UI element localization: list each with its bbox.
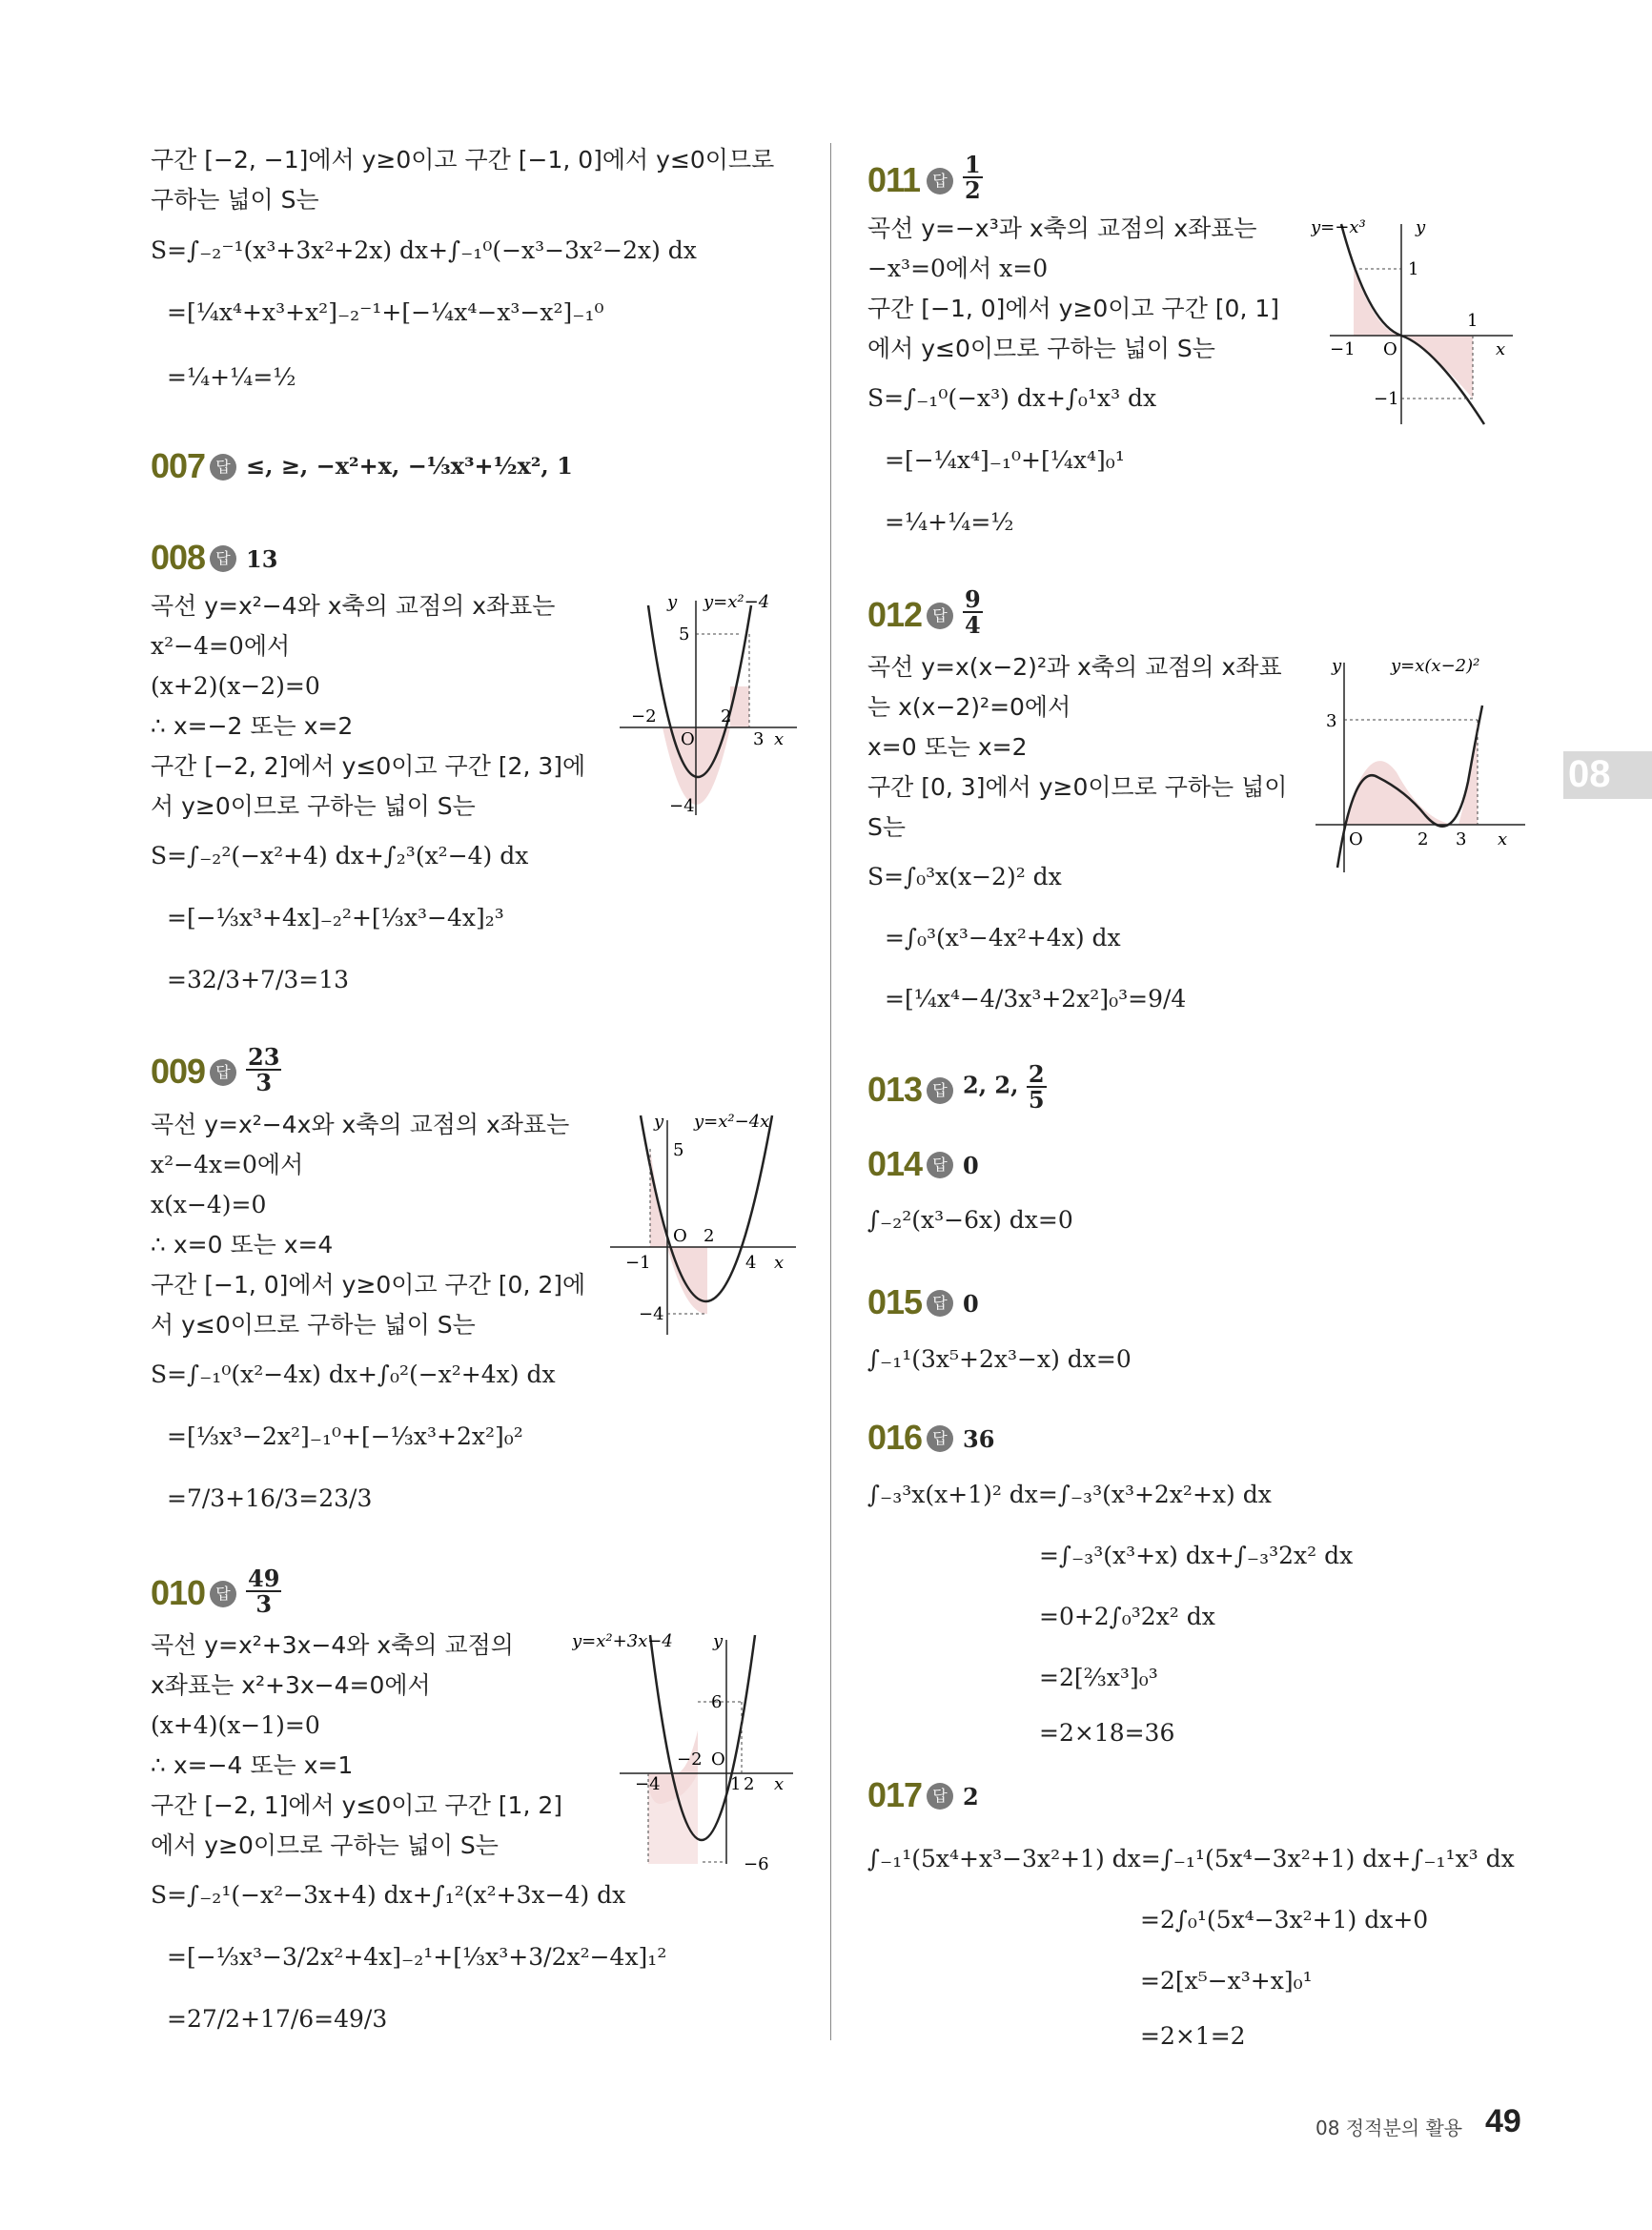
answer-badge: 답 [210, 1059, 236, 1086]
answer-badge: 답 [927, 1152, 953, 1178]
equation-line: =2×18=36 [1039, 1719, 1175, 1747]
answer: 0 [963, 1290, 979, 1318]
answer: 0 [963, 1152, 979, 1179]
answer: $\frac{1}{2}$ [965, 151, 981, 205]
equation-line: =¼+¼=½ [167, 363, 296, 391]
equation-line: =7/3+16/3=23/3 [167, 1484, 373, 1512]
shaded-region [730, 686, 749, 727]
text-line: 곡선 y=x(x−2)²과 x축의 교점의 x좌표 [867, 653, 1282, 681]
axis-label: x [774, 1253, 785, 1273]
graph-009 [601, 1106, 801, 1344]
equation-line: ∫₋₁¹(3x⁵+2x³−x) dx=0 [867, 1345, 1132, 1373]
answer-badge: 답 [927, 1783, 953, 1810]
text-line: 곡선 y=x²−4x와 x축의 교점의 x좌표는 [151, 1111, 570, 1138]
answer-badge: 답 [927, 1077, 953, 1104]
text-line: x²−4=0에서 [151, 632, 291, 660]
shaded-region [1354, 269, 1401, 336]
answer: 2, 2, $\frac{2}{5}$ [963, 1060, 1045, 1115]
equation-line: ∫₋₃³x(x+1)² dx=∫₋₃³(x³+2x²+x) dx [867, 1481, 1272, 1508]
text-line: 는 x(x−2)²=0에서 [867, 693, 1071, 721]
axis-label: y [667, 592, 678, 612]
axis-label: x [774, 1774, 785, 1794]
answer-badge: 답 [927, 1290, 953, 1317]
problem-number: 016 [867, 1418, 923, 1457]
equation-line: S=∫₋₂⁻¹(x³+3x²+2x) dx+∫₋₁⁰(−x³−3x²−2x) dx [151, 236, 697, 264]
equation-line: S=∫₋₁⁰(x²−4x) dx+∫₀²(−x²+4x) dx [151, 1361, 556, 1388]
shaded-region [650, 1149, 667, 1247]
answer-badge: 답 [927, 603, 953, 629]
text-line: ∴ x=−4 또는 x=1 [151, 1751, 354, 1779]
tick-label: −1 [1374, 389, 1399, 409]
axis-label: x [1496, 339, 1506, 359]
answer: 13 [246, 545, 278, 573]
tick-label: 5 [679, 624, 690, 644]
equation-line: =∫₋₃³(x³+x) dx+∫₋₃³2x² dx [1039, 1542, 1354, 1569]
tick-label: 1 [730, 1774, 742, 1794]
equation-line: =2[⅔x³]₀³ [1039, 1664, 1158, 1691]
tick-label: −2 [677, 1749, 703, 1770]
equation-line: =2×1=2 [1140, 2022, 1246, 2050]
text-line: 곡선 y=x²+3x−4와 x축의 교점의 [151, 1631, 514, 1659]
curve-label: y=x²+3x−4 [572, 1631, 673, 1651]
equation-line: =[−⅓x³+4x]₋₂²+[⅓x³−4x]₂³ [167, 904, 504, 931]
shaded-region [1401, 336, 1473, 399]
tick-label: 3 [1456, 829, 1467, 849]
tick-label: −6 [744, 1854, 769, 1874]
problem-number: 008 [151, 538, 206, 577]
text-line: 구간 [−1, 0]에서 y≥0이고 구간 [0, 1] [867, 295, 1280, 322]
equation-line: =2[x⁵−x³+x]₀¹ [1140, 1967, 1313, 1995]
text-line: 에서 y≤0이므로 구하는 넓이 S는 [867, 335, 1215, 362]
answer: 2 [963, 1783, 979, 1811]
equation-line: =0+2∫₀³2x² dx [1039, 1603, 1215, 1630]
graph-010 [572, 1626, 801, 1883]
axis-label: y [654, 1112, 664, 1132]
equation-line: =[−⅓x³−3/2x²+4x]₋₂¹+[⅓x³+3/2x²−4x]₁² [167, 1943, 667, 1971]
text-line: 서 y≤0이므로 구하는 넓이 S는 [151, 1311, 476, 1339]
problem-number: 013 [867, 1070, 923, 1109]
tick-label: 6 [711, 1692, 723, 1712]
tick-label: −4 [639, 1304, 664, 1324]
equation-line: ∫₋₂²(x³−6x) dx=0 [867, 1206, 1073, 1234]
answer: $\frac{49}{3}$ [248, 1565, 280, 1619]
text-line: ∴ x=0 또는 x=4 [151, 1231, 334, 1258]
axis-label: y [1416, 217, 1426, 237]
equation-line: S=∫₋₂²(−x²+4) dx+∫₂³(x²−4) dx [151, 842, 529, 869]
answer-badge: 답 [927, 1425, 953, 1452]
text-line: 곡선 y=−x³과 x축의 교점의 x좌표는 [867, 215, 1257, 242]
text-line: x=0 또는 x=2 [867, 733, 1028, 761]
tick-label: 3 [1326, 711, 1337, 731]
text-line: x²−4x=0에서 [151, 1151, 304, 1178]
equation-line: =[¼x⁴−4/3x³+2x²]₀³=9/4 [885, 985, 1187, 1013]
tick-label: O [681, 729, 695, 749]
tick-label: 2 [744, 1774, 755, 1794]
axis-label: y [1332, 656, 1342, 676]
tick-label: 3 [753, 729, 765, 749]
answer-badge: 답 [210, 545, 236, 572]
text-line: −x³=0에서 x=0 [867, 255, 1049, 282]
tick-label: O [1383, 339, 1397, 359]
problem-number: 009 [151, 1052, 206, 1091]
equation-line: =2∫₀¹(5x⁴−3x²+1) dx+0 [1140, 1906, 1429, 1933]
text-line: 구간 [−2, 2]에서 y≤0이고 구간 [2, 3]에 [151, 752, 586, 780]
graph-012 [1311, 648, 1530, 877]
text-line: 서 y≥0이므로 구하는 넓이 S는 [151, 792, 476, 820]
tick-label: O [711, 1749, 725, 1770]
tick-label: −4 [635, 1774, 661, 1794]
text-line: x좌표는 x²+3x−4=0에서 [151, 1671, 431, 1699]
tick-label: −2 [631, 706, 657, 726]
text-line: (x+4)(x−1)=0 [151, 1711, 320, 1739]
equation-line: S=∫₀³x(x−2)² dx [867, 863, 1062, 890]
equation-line: S=∫₋₂¹(−x²−3x+4) dx+∫₁²(x²+3x−4) dx [151, 1881, 626, 1909]
equation-line: =32/3+7/3=13 [167, 966, 350, 993]
text-line: 구간 [−1, 0]에서 y≥0이고 구간 [0, 2]에 [151, 1271, 586, 1299]
text-line: 구간 [−2, −1]에서 y≥0이고 구간 [−1, 0]에서 y≤0이므로 [151, 146, 775, 174]
text-line: 곡선 y=x²−4와 x축의 교점의 x좌표는 [151, 592, 556, 620]
equation-line: =∫₀³(x³−4x²+4x) dx [885, 924, 1121, 951]
axis-label: x [1498, 829, 1508, 849]
tick-label: 2 [721, 706, 732, 726]
text-line: 구간 [0, 3]에서 y≥0이므로 구하는 넓이 [867, 773, 1288, 801]
column-divider [830, 143, 831, 2040]
page-number: 49 [1485, 2103, 1521, 2139]
equation-line: =[−¼x⁴]₋₁⁰+[¼x⁴]₀¹ [885, 446, 1125, 474]
equation-line: S=∫₋₁⁰(−x³) dx+∫₀¹x³ dx [867, 384, 1157, 412]
axis-label: x [774, 729, 785, 749]
answer-badge: 답 [210, 454, 236, 481]
curve-label: y=−x³ [1311, 217, 1366, 237]
text-line: 에서 y≥0이므로 구하는 넓이 S는 [151, 1831, 499, 1859]
answer-badge: 답 [927, 168, 953, 194]
tick-label: 4 [745, 1253, 757, 1273]
axis-label: y [713, 1631, 724, 1651]
graph-011 [1311, 210, 1520, 429]
equation-line: =¼+¼=½ [885, 508, 1014, 536]
problem-number: 014 [867, 1144, 923, 1183]
shaded-region [1458, 720, 1478, 825]
tick-label: O [1349, 829, 1363, 849]
equation-line: =[⅓x³−2x²]₋₁⁰+[−⅓x³+2x²]₀² [167, 1422, 523, 1450]
equation-line: =[¼x⁴+x³+x²]₋₂⁻¹+[−¼x⁴−x³−x²]₋₁⁰ [167, 298, 604, 326]
chapter-tab-number: 08 [1568, 753, 1611, 795]
problem-number: 007 [151, 446, 206, 485]
tick-label: −1 [625, 1253, 651, 1273]
problem-number: 010 [151, 1573, 206, 1612]
tick-label: −1 [1330, 339, 1356, 359]
tick-label: 2 [704, 1226, 715, 1246]
text-line: 구하는 넓이 S는 [151, 186, 319, 214]
problem-number: 012 [867, 595, 923, 634]
problem-number: 017 [867, 1775, 923, 1814]
text-line: (x+2)(x−2)=0 [151, 672, 320, 700]
curve-label: y=x²−4 [704, 592, 770, 612]
tick-label: −4 [669, 796, 695, 816]
footer-chapter: 08 정적분의 활용 [1315, 2117, 1463, 2139]
answer: $\frac{23}{3}$ [248, 1043, 280, 1097]
tick-label: 1 [1467, 311, 1479, 331]
graph-008 [610, 586, 801, 825]
tick-label: 5 [673, 1140, 684, 1160]
tick-label: 2 [1417, 829, 1429, 849]
problem-number: 011 [867, 160, 921, 199]
curve-label: y=x(x−2)² [1391, 656, 1480, 676]
answer: $\frac{9}{4}$ [965, 585, 981, 640]
tick-label: 1 [1408, 259, 1419, 279]
answer-badge: 답 [210, 1581, 236, 1607]
curve-label: y=x²−4x [694, 1112, 770, 1132]
tick-label: O [673, 1226, 687, 1246]
text-line: ∴ x=−2 또는 x=2 [151, 712, 354, 740]
problem-number: 015 [867, 1282, 923, 1321]
text-line: S는 [867, 813, 907, 841]
equation-line: ∫₋₁¹(5x⁴+x³−3x²+1) dx=∫₋₁¹(5x⁴−3x²+1) dx+∫₋₁¹x³ dx [867, 1845, 1515, 1872]
equation-line: =27/2+17/6=49/3 [167, 2005, 388, 2033]
text-line: x(x−4)=0 [151, 1191, 267, 1218]
answer: ≤, ≥, −x²+x, −⅓x³+½x², 1 [246, 452, 573, 480]
answer: 36 [963, 1425, 995, 1453]
text-line: 구간 [−2, 1]에서 y≤0이고 구간 [1, 2] [151, 1791, 563, 1819]
